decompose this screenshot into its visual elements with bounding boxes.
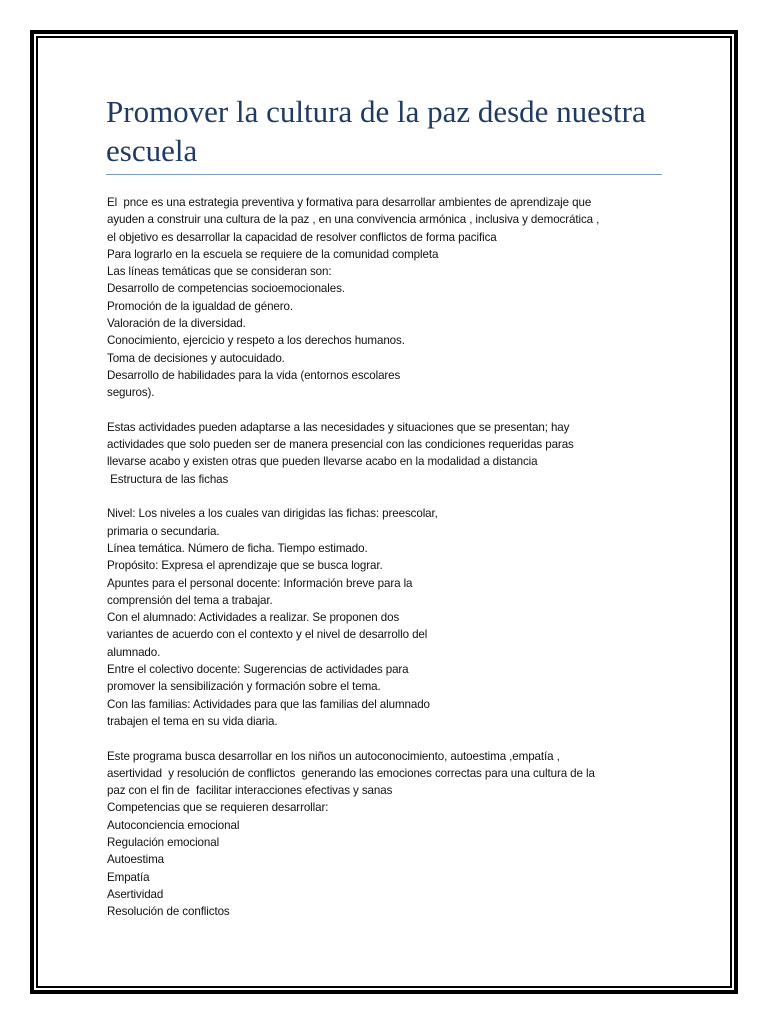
text-line: el objetivo es desarrollar la capacidad de resolver conflictos de forma pacifica <box>107 230 497 244</box>
text-line: Empatía <box>107 870 150 884</box>
text-line: Nivel: Los niveles a los cuales van dirigidas las fichas: preescolar, <box>107 507 438 521</box>
text-line: ayuden a construir una cultura de la paz , en una convivencia armónica , inclusiva y democrática , <box>107 213 600 227</box>
text-line: actividades que solo pueden ser de manera presencial con las condiciones requeridas paras <box>107 438 574 452</box>
text-line: asertividad y resolución de conflictos generando las emociones correctas para una cultura de la <box>107 766 595 780</box>
text-line: Toma de decisiones y autocuidado. <box>107 351 285 365</box>
text-line: Este programa busca desarrollar en los niños un autoconocimiento, autoestima ,empatía , <box>107 749 560 763</box>
paragraph-gap <box>107 402 667 419</box>
text-line: Autoestima <box>107 853 164 867</box>
text-line: alumnado. <box>107 645 161 659</box>
text-line: Promoción de la igualdad de género. <box>107 299 293 313</box>
paragraph-card-structure <box>107 505 667 730</box>
text-line: Apuntes para el personal docente: Información breve para la <box>107 576 413 590</box>
text-line: Competencias que se requieren desarrollar: <box>107 801 329 815</box>
paragraph-gap <box>107 730 667 747</box>
text-line: Desarrollo de habilidades para la vida (entornos escolares <box>107 368 401 382</box>
text-line: Con las familias: Actividades para que las familias del alumnado <box>107 697 430 711</box>
text-line: Línea temática. Número de ficha. Tiempo estimado. <box>107 541 368 555</box>
text-line: Estructura de las fichas <box>107 472 229 486</box>
title-underline <box>106 174 662 175</box>
document-title: Promover la cultura de la paz desde nuestra escuela <box>106 94 646 168</box>
text-line: Entre el colectivo docente: Sugerencias de actividades para <box>107 663 409 677</box>
text-line: comprensión del tema a trabajar. <box>107 593 273 607</box>
text-line: Propósito: Expresa el aprendizaje que se busca lograr. <box>107 559 383 573</box>
text-line: seguros). <box>107 386 155 400</box>
text-line: trabajen el tema en su vida diaria. <box>107 714 278 728</box>
text-line: variantes de acuerdo con el contexto y el nivel de desarrollo del <box>107 628 428 642</box>
text-line: promover la sensibilización y formación sobre el tema. <box>107 680 381 694</box>
paragraph-activities <box>107 419 667 488</box>
text-line: Valoración de la diversidad. <box>107 317 246 331</box>
text-line: Con el alumnado: Actividades a realizar. Se proponen dos <box>107 611 400 625</box>
text-line: Autoconciencia emocional <box>107 818 240 832</box>
text-line: Desarrollo de competencias socioemocionales. <box>107 282 345 296</box>
text-line: Conocimiento, ejercicio y respeto a los derechos humanos. <box>107 334 405 348</box>
text-line: Estas actividades pueden adaptarse a las necesidades y situaciones que se presentan; hay <box>107 420 570 434</box>
text-line: Asertividad <box>107 887 164 901</box>
text-line: Para lograrlo en la escuela se requiere de la comunidad completa <box>107 247 439 261</box>
paragraph-program <box>107 748 667 921</box>
text-line: primaria o secundaria. <box>107 524 220 538</box>
text-line: El pnce es una estrategia preventiva y formativa para desarrollar ambientes de aprendizaje que <box>107 196 592 209</box>
document-body <box>107 194 667 920</box>
text-line: Regulación emocional <box>107 835 220 849</box>
text-line: llevarse acabo y existen otras que pueden llevarse acabo en la modalidad a distancia <box>107 455 538 469</box>
text-line: Las líneas temáticas que se consideran son: <box>107 265 332 279</box>
paragraph-gap <box>107 488 667 505</box>
paragraph-intro <box>107 194 667 402</box>
text-line: Resolución de conflictos <box>107 905 230 919</box>
text-line: paz con el fin de facilitar interacciones efectivas y sanas <box>107 784 393 798</box>
